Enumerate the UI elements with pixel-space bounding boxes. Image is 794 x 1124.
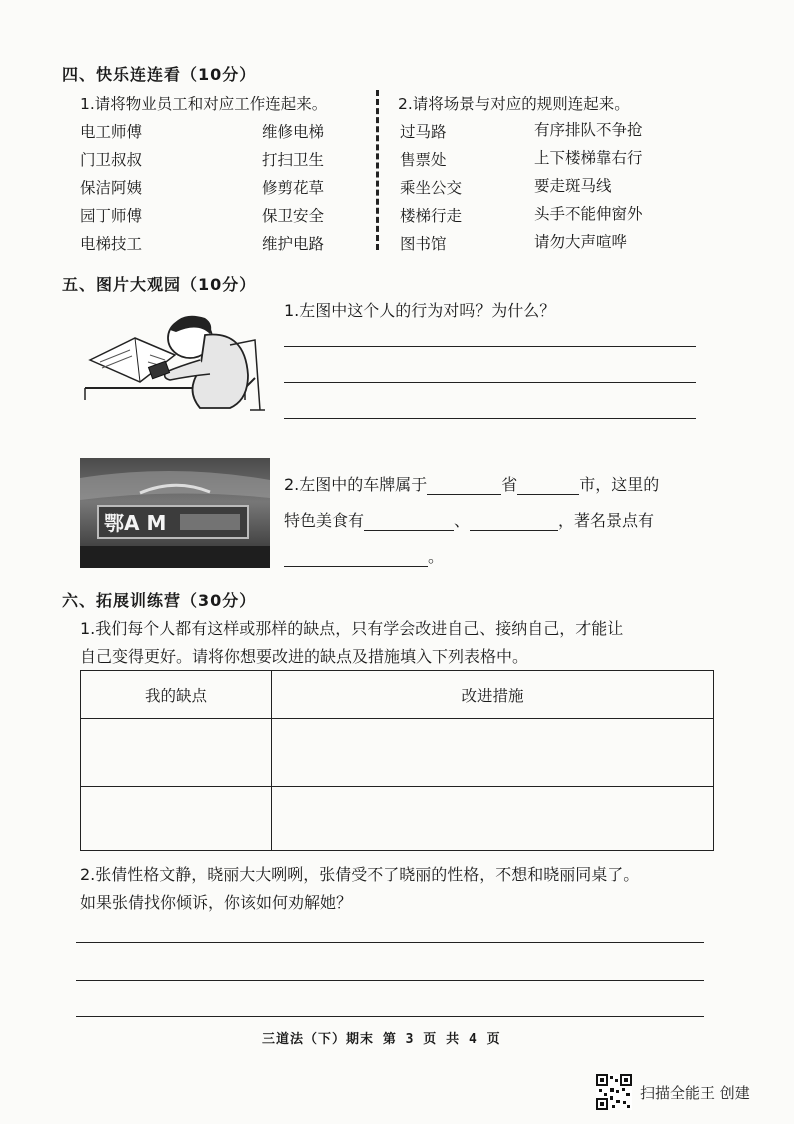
- scene-item: 楼梯行走: [400, 207, 463, 225]
- s6-q2-line1: 2.张倩性格文静，晓丽大大咧咧，张倩受不了晓丽的性格，不想和晓丽同桌了。: [80, 865, 640, 884]
- job-item: 修剪花草: [262, 179, 325, 197]
- s6-q2-line2: 如果张倩找你倾诉，你该如何劝解她？: [80, 893, 353, 912]
- food-prompt: 特色美食有: [284, 511, 365, 530]
- answer-line: [284, 346, 696, 347]
- worker-item: 保洁阿姨: [80, 179, 143, 197]
- scenic-prompt: ，著名景点有: [558, 511, 655, 530]
- q2-prompt: 2.请将场景与对应的规则连起来。: [398, 95, 630, 113]
- header-improvement: 改进措施: [272, 671, 714, 719]
- rule-item: 要走斑马线: [534, 177, 612, 195]
- shortcoming-cell[interactable]: [81, 719, 272, 787]
- rule-item: 头手不能伸窗外: [534, 205, 643, 223]
- scenic-blank[interactable]: [284, 548, 428, 567]
- worker-item: 电梯技工: [80, 235, 143, 253]
- s6-q1-line1: 1.我们每个人都有这样或那样的缺点，只有学会改进自己、接纳自己，才能让: [80, 619, 624, 638]
- answer-line: [76, 1016, 704, 1017]
- province-blank[interactable]: [427, 476, 501, 495]
- scene-item: 过马路: [400, 123, 447, 141]
- q1-prompt: 1.请将物业员工和对应工作连起来。: [80, 95, 328, 113]
- license-plate-photo: [80, 458, 270, 568]
- period: 。: [428, 547, 445, 566]
- job-item: 维护电路: [262, 235, 325, 253]
- plate-prompt-text: 2.左图中的车牌属于: [284, 475, 428, 494]
- boy-studying-illustration: [80, 300, 280, 420]
- worker-item: 门卫叔叔: [80, 151, 143, 169]
- s5-q2-line3: [284, 544, 444, 567]
- job-item: 保卫安全: [262, 207, 325, 225]
- food-blank-2[interactable]: [470, 512, 558, 531]
- improvement-table: [80, 670, 714, 851]
- scene-item: 图书馆: [400, 235, 447, 253]
- city-blank[interactable]: [517, 476, 579, 495]
- city-label: 市，这里的: [579, 475, 660, 494]
- answer-line: [284, 382, 696, 383]
- worker-item: 电工师傅: [80, 123, 143, 141]
- improvement-cell[interactable]: [272, 787, 714, 851]
- section-4-title: 四、快乐连连看（10分）: [62, 65, 257, 84]
- answer-line: [76, 942, 704, 943]
- shortcoming-cell[interactable]: [81, 787, 272, 851]
- s5-q2-line2: [284, 508, 654, 531]
- scanner-watermark: 扫描全能王 创建: [640, 1084, 750, 1102]
- page-footer: 三道法（下）期末 第 3 页 共 4 页: [262, 1032, 501, 1047]
- rule-item: 请勿大声喧哗: [534, 233, 628, 251]
- job-item: 打扫卫生: [262, 151, 325, 169]
- qr-code-icon: [596, 1074, 632, 1110]
- food-separator: 、: [454, 511, 471, 530]
- answer-line: [76, 980, 704, 981]
- dashed-divider: [376, 90, 379, 250]
- section-5-title: 五、图片大观园（10分）: [62, 275, 257, 294]
- worker-item: 园丁师傅: [80, 207, 143, 225]
- improvement-cell[interactable]: [272, 719, 714, 787]
- s5-q1-text: 1.左图中这个人的行为对吗？为什么？: [284, 301, 556, 320]
- section-6-title: 六、拓展训练营（30分）: [62, 591, 257, 610]
- plate-text: 鄂A M: [104, 511, 167, 535]
- rule-item: 有序排队不争抢: [534, 121, 643, 139]
- scene-item: 乘坐公交: [400, 179, 463, 197]
- province-label: 省: [501, 475, 518, 494]
- answer-line: [284, 418, 696, 419]
- scene-item: 售票处: [400, 151, 447, 169]
- header-my-shortcoming: 我的缺点: [81, 671, 272, 719]
- s6-q1-line2: 自己变得更好。请将你想要改进的缺点及措施填入下列表格中。: [80, 647, 529, 666]
- s5-q2-line1: [284, 472, 659, 495]
- food-blank-1[interactable]: [364, 512, 454, 531]
- rule-item: 上下楼梯靠右行: [534, 149, 643, 167]
- job-item: 维修电梯: [262, 123, 325, 141]
